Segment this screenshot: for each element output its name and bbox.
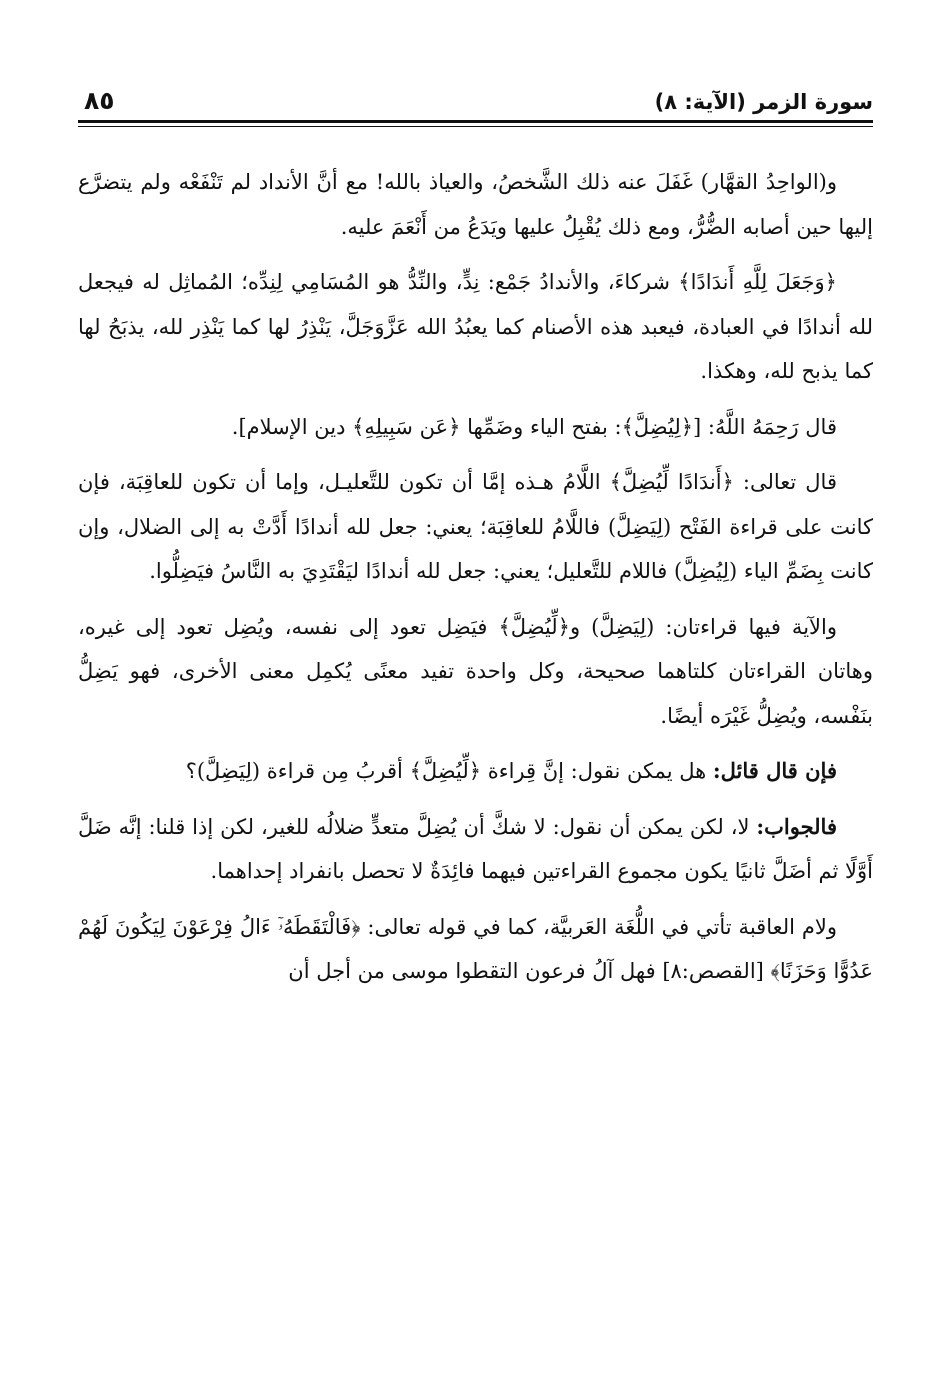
running-title: سورة الزمر (الآية: ٨)	[654, 90, 873, 114]
paragraph	[78, 805, 873, 894]
page-header	[78, 86, 873, 130]
answer-lead: فالجواب:	[756, 813, 837, 839]
paragraph	[78, 405, 873, 450]
paragraph	[78, 905, 873, 994]
paragraph-text: هل يمكن نقول: إنَّ قِراءة ﴿لِّيُضِلَّ﴾ أقربُ مِن قراءة (لِيَضِلَّ)؟	[185, 759, 713, 783]
paragraph-text: قال رَحِمَهُ اللَّهُ: [﴿لِيُضِلَّ﴾: بفتح الياء وضَمِّها ﴿عَن سَبِيلِهِ﴾ دين الإسلام].	[231, 414, 837, 439]
question-lead: فإن قال قائل:	[712, 758, 837, 783]
paragraph-text: قال تعالى: ﴿أَندَادًا لِّيُضِلَّ﴾ اللَّامُ هـذه إمَّا أن تكون للتَّعليـل، وإما أن تكون للعاقِبَة، فإن كانت على قراءة الفَتْح (لِيَضِلَّ) فاللَّامُ للعاقِبَة؛ يعني: جعل لله أندادًا أَدَّتْ به إلى الضلال، وإن كانت بِضَمِّ الياء (لِيُضِلَّ) فاللام للتَّعليل؛ يعني: جعل لله أندادًا ليَقْتَدِيَ به النَّاسُ فيَضِلُّوا.	[78, 470, 873, 583]
header-rule-thick	[78, 120, 873, 123]
paragraph	[78, 605, 873, 739]
page-body	[78, 160, 873, 1005]
header-rule-thin	[78, 126, 873, 127]
paragraph-text: والآية فيها قراءتان: (لِيَضِلَّ) و﴿لِّيُضِلَّ﴾ فيَضِل تعود إلى نفسه، ويُضِل تعود إلى غيره، وهاتان القراءتان كلتاهما صحيحة، وكل واحدة تفيد معنًى يُكمِل معنى الأخرى، فهو يَضِلُّ بنَفْسه، ويُضِلُّ غَيْرَه أيضًا.	[78, 614, 873, 728]
paragraph-text: ﴿وَجَعَلَ لِلَّهِ أَندَادًا﴾ شركاءَ، والأندادُ جَمْع: نِدٍّ، والنِّدُّ هو المُسَامِي لِنِدِّه؛ المُماثِل له فيجعل لله أندادًا في العبادة، فيعبد هذه الأصنام كما يعبُدُ الله عَزَّوَجَلَّ، يَنْذِرُ لها كما يَنْذِر لله، يذبَحُ لها كما يذبح لله، وهكذا.	[78, 270, 873, 383]
page-number: ٨٥	[84, 86, 115, 115]
paragraph	[78, 160, 873, 249]
paragraph	[78, 260, 873, 394]
paragraph-text: ولام العاقبة تأتي في اللُّغَة العَربيَّة، كما في قوله تعالى: ﴿فَالْتَقَطَهُۥٓ ءَالُ فِرْعَوْنَ لِيَكُونَ لَهُمْ عَدُوًّا وَحَزَنًا﴾ [القصص:٨] فهل آلُ فرعون التقطوا موسى من أجل أن	[78, 914, 873, 983]
paragraph	[78, 749, 873, 794]
paragraph-text: و(الواحِدُ القهَّار) غَفَلَ عنه ذلك الشَّخصُ، والعياذ بالله! مع أنَّ الأنداد لم تَنْفَعْه ولم يتضرَّع إليها حين أصابه الضُّرُّ، ومع ذلك يُقْبِلُ عليها ويَدَعُ من أَنْعَمَ عليه.	[78, 170, 873, 239]
paragraph-text: لا، لكن يمكن أن نقول: لا شكَّ أن يُضِلَّ متعدٍّ ضلالُه للغير، لكن إذا قلنا: إنَّه ضَلَّ أَوَّلًا ثم أضَلَّ ثانيًا يكون مجموع القراءتين فيهما فائِدَةٌ لا تحصل بانفراد إحداهما.	[78, 814, 873, 883]
paragraph	[78, 460, 873, 594]
